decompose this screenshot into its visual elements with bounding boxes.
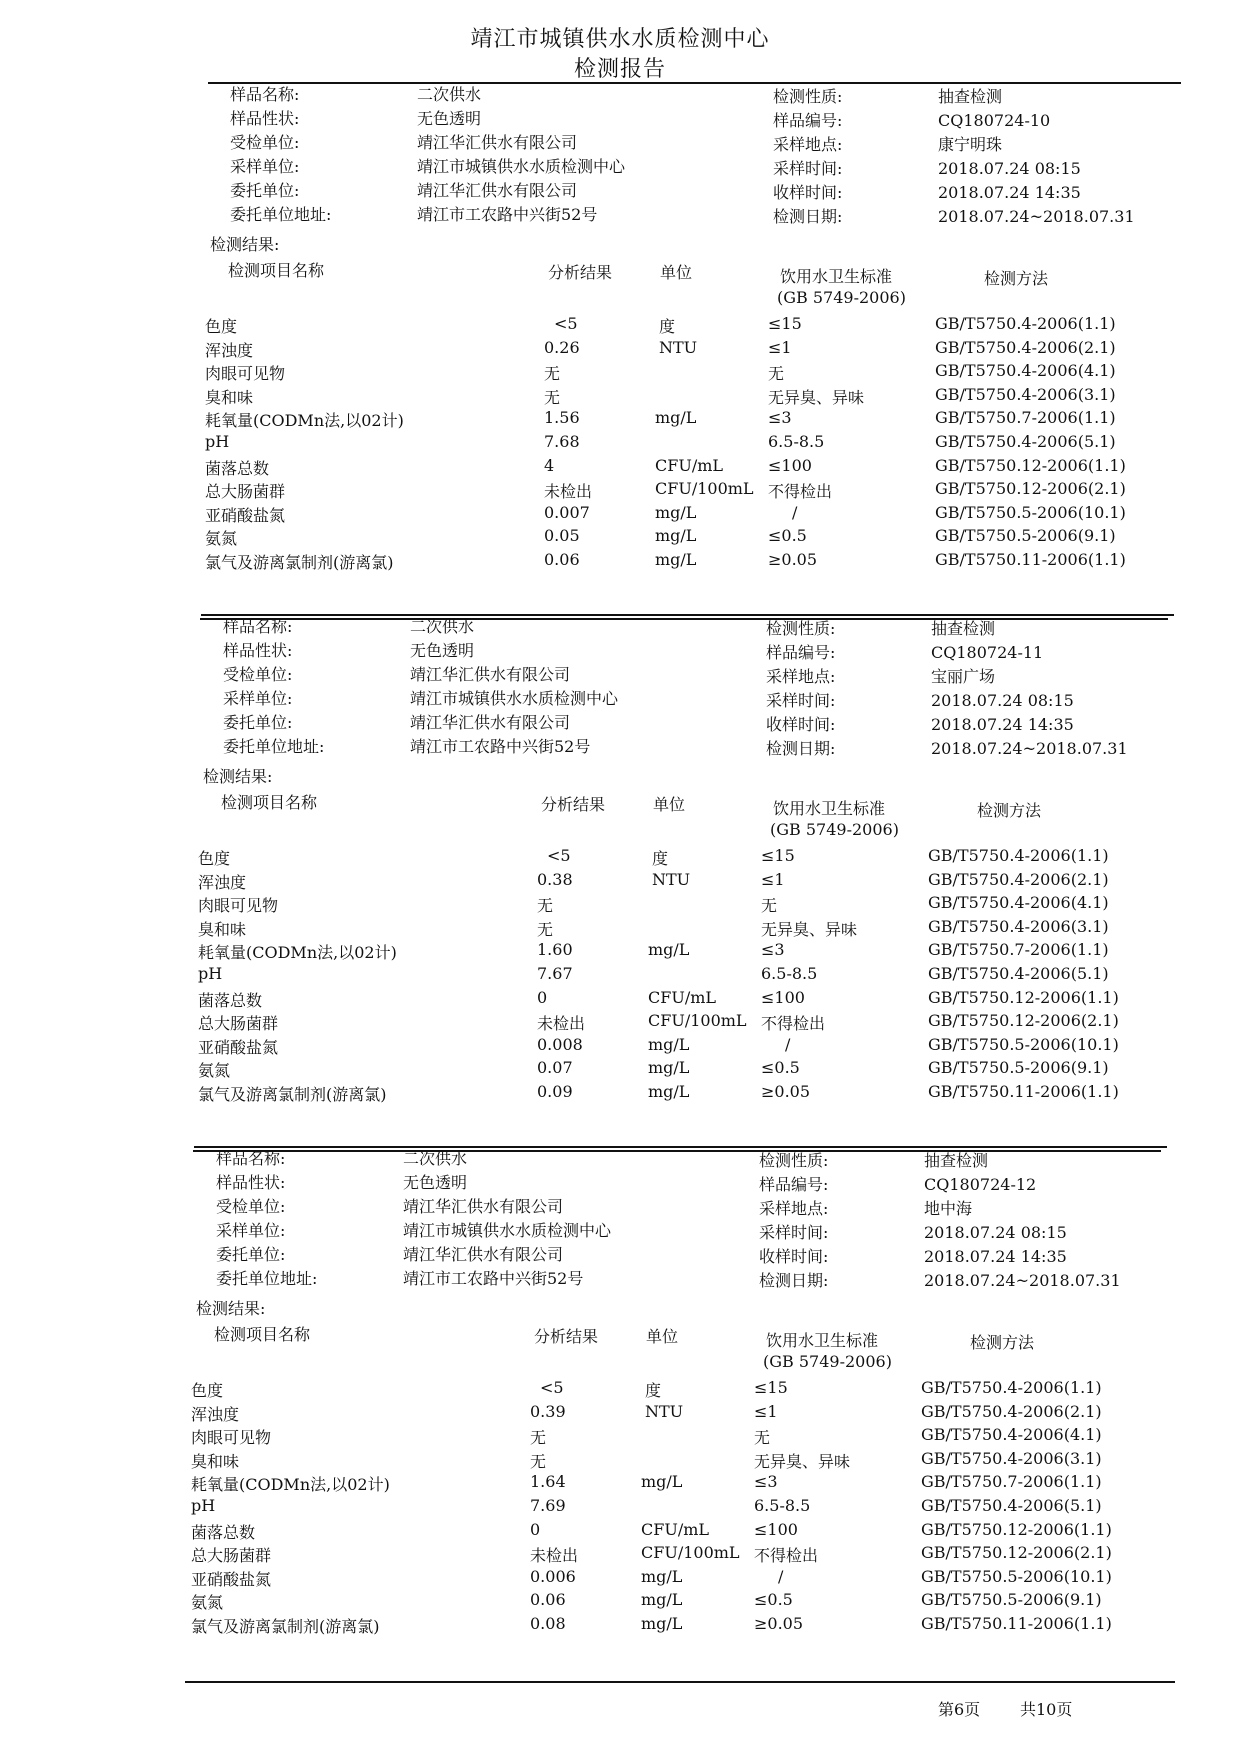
- item-standard: 不得检出: [768, 482, 833, 501]
- col-header-method: 检测方法: [970, 1333, 1035, 1352]
- item-result: <5: [547, 846, 571, 865]
- item-unit: mg/L: [655, 408, 697, 427]
- item-standard: ≤100: [761, 988, 805, 1007]
- item-name: 氯气及游离氯制剂(游离氯): [191, 1617, 380, 1636]
- results-label: 检测结果:: [203, 767, 273, 786]
- item-name: 总大肠菌群: [191, 1546, 272, 1565]
- meta-value-client: 靖江华汇供水有限公司: [417, 181, 578, 200]
- col-header-result: 分析结果: [548, 263, 613, 282]
- meta-value-sampling-time: 2018.07.24 08:15: [924, 1223, 1067, 1242]
- item-name: 肉眼可见物: [205, 364, 286, 383]
- meta-label-sample-name: 样品名称:: [230, 85, 300, 104]
- item-result: 未检出: [544, 482, 593, 501]
- item-name: 氨氮: [205, 529, 238, 548]
- col-header-standard-ref: (GB 5749-2006): [763, 1352, 892, 1371]
- meta-label-receive-time: 收样时间:: [766, 715, 836, 734]
- col-header-result: 分析结果: [541, 795, 606, 814]
- meta-value-sample-state: 无色透明: [403, 1173, 468, 1192]
- item-result: 无: [544, 388, 561, 407]
- item-unit: mg/L: [648, 1058, 690, 1077]
- meta-value-test-nature: 抽查检测: [938, 87, 1003, 106]
- meta-label-test-date: 检测日期:: [773, 207, 843, 226]
- item-standard: 6.5-8.5: [761, 964, 818, 983]
- item-name: pH: [205, 432, 230, 451]
- item-standard: ≤3: [768, 408, 792, 427]
- item-standard: /: [792, 503, 798, 522]
- table-row: [0, 1472, 1240, 1498]
- meta-value-sampling-site: 地中海: [924, 1199, 973, 1218]
- item-result: <5: [554, 314, 578, 333]
- meta-value-sample-name: 二次供水: [410, 617, 475, 636]
- item-name: 氯气及游离氯制剂(游离氯): [198, 1085, 387, 1104]
- item-standard: 不得检出: [754, 1546, 819, 1565]
- item-method: GB/T5750.5-2006(9.1): [921, 1590, 1102, 1609]
- item-unit: CFU/100mL: [648, 1011, 747, 1030]
- meta-label-sample-name: 样品名称:: [216, 1149, 286, 1168]
- item-name: 浑浊度: [205, 341, 254, 360]
- item-unit: 度: [659, 317, 676, 336]
- item-method: GB/T5750.4-2006(1.1): [928, 846, 1109, 865]
- meta-value-sampling-unit: 靖江市城镇供水水质检测中心: [410, 689, 619, 708]
- item-name: 总大肠菌群: [205, 482, 286, 501]
- meta-value-sample-state: 无色透明: [410, 641, 475, 660]
- item-name: 色度: [205, 317, 238, 336]
- item-unit: mg/L: [641, 1590, 683, 1609]
- meta-value-client: 靖江华汇供水有限公司: [410, 713, 571, 732]
- item-unit: mg/L: [641, 1567, 683, 1586]
- report-org-title: 靖江市城镇供水水质检测中心: [470, 27, 770, 52]
- item-name: 耗氧量(CODMn法,以02计): [198, 943, 397, 962]
- item-unit: mg/L: [648, 1082, 690, 1101]
- item-result: 0.08: [530, 1614, 566, 1633]
- meta-label-test-nature: 检测性质:: [759, 1151, 829, 1170]
- meta-label-sampling-unit: 采样单位:: [216, 1221, 286, 1240]
- item-name: 耗氧量(CODMn法,以02计): [205, 411, 404, 430]
- item-method: GB/T5750.4-2006(2.1): [935, 338, 1116, 357]
- meta-label-inspected-unit: 受检单位:: [216, 1197, 286, 1216]
- col-header-standard-ref: (GB 5749-2006): [777, 288, 906, 307]
- item-unit: mg/L: [655, 526, 697, 545]
- meta-value-receive-time: 2018.07.24 14:35: [924, 1247, 1067, 1266]
- meta-label-client: 委托单位:: [223, 713, 293, 732]
- meta-label-receive-time: 收样时间:: [759, 1247, 829, 1266]
- table-row: [0, 314, 1240, 340]
- table-row: [0, 964, 1240, 990]
- item-name: 亚硝酸盐氮: [205, 506, 286, 525]
- sample-section: [0, 82, 1240, 622]
- meta-value-sampling-site: 宝丽广场: [931, 667, 996, 686]
- item-result: 0.006: [530, 1567, 576, 1586]
- item-unit: mg/L: [641, 1472, 683, 1491]
- meta-label-test-date: 检测日期:: [766, 739, 836, 758]
- table-row: [0, 846, 1240, 872]
- item-name: pH: [198, 964, 223, 983]
- section-top-rule: [201, 614, 1174, 616]
- item-result: 1.56: [544, 408, 580, 427]
- item-method: GB/T5750.4-2006(3.1): [935, 385, 1116, 404]
- item-result: 0.05: [544, 526, 580, 545]
- item-standard: ≤0.5: [761, 1058, 800, 1077]
- item-method: GB/T5750.11-2006(1.1): [928, 1082, 1119, 1101]
- meta-label-inspected-unit: 受检单位:: [230, 133, 300, 152]
- meta-label-sample-state: 样品性状:: [223, 641, 293, 660]
- item-unit: mg/L: [655, 550, 697, 569]
- item-standard: ≤3: [754, 1472, 778, 1491]
- item-name: 臭和味: [198, 920, 247, 939]
- item-standard: ≤1: [768, 338, 792, 357]
- meta-value-client-address: 靖江市工农路中兴街52号: [417, 205, 598, 224]
- item-result: 无: [537, 920, 554, 939]
- item-result: 4: [544, 456, 555, 475]
- sample-section: [0, 1146, 1240, 1686]
- item-standard: ≥0.05: [761, 1082, 811, 1101]
- item-result: 0.07: [537, 1058, 573, 1077]
- item-result: 7.68: [544, 432, 580, 451]
- item-result: 无: [530, 1452, 547, 1471]
- item-result: 0: [537, 988, 548, 1007]
- item-unit: CFU/100mL: [655, 479, 754, 498]
- item-result: 0.007: [544, 503, 590, 522]
- item-standard: 不得检出: [761, 1014, 826, 1033]
- item-method: GB/T5750.7-2006(1.1): [928, 940, 1109, 959]
- meta-label-sample-state: 样品性状:: [216, 1173, 286, 1192]
- meta-label-client: 委托单位:: [216, 1245, 286, 1264]
- item-method: GB/T5750.5-2006(10.1): [921, 1567, 1112, 1586]
- item-method: GB/T5750.7-2006(1.1): [935, 408, 1116, 427]
- item-result: 无: [544, 364, 561, 383]
- item-name: 氨氮: [198, 1061, 231, 1080]
- meta-value-sampling-unit: 靖江市城镇供水水质检测中心: [403, 1221, 612, 1240]
- item-method: GB/T5750.4-2006(5.1): [921, 1496, 1102, 1515]
- item-result: <5: [540, 1378, 564, 1397]
- item-method: GB/T5750.4-2006(2.1): [921, 1402, 1102, 1421]
- meta-label-receive-time: 收样时间:: [773, 183, 843, 202]
- meta-value-sample-name: 二次供水: [417, 85, 482, 104]
- report-title: 检测报告: [573, 57, 666, 82]
- meta-value-sample-no: CQ180724-11: [931, 643, 1044, 662]
- item-result: 0.38: [537, 870, 573, 889]
- item-result: 0.06: [544, 550, 580, 569]
- item-method: GB/T5750.4-2006(1.1): [935, 314, 1116, 333]
- item-unit: mg/L: [648, 940, 690, 959]
- item-method: GB/T5750.4-2006(1.1): [921, 1378, 1102, 1397]
- meta-label-sample-name: 样品名称:: [223, 617, 293, 636]
- item-unit: CFU/100mL: [641, 1543, 740, 1562]
- page-total: 共10页: [1020, 1700, 1073, 1719]
- table-row: [0, 940, 1240, 966]
- meta-label-sampling-unit: 采样单位:: [230, 157, 300, 176]
- item-name: 肉眼可见物: [198, 896, 279, 915]
- item-method: GB/T5750.5-2006(10.1): [935, 503, 1126, 522]
- col-header-standard-ref: (GB 5749-2006): [770, 820, 899, 839]
- item-unit: 度: [645, 1381, 662, 1400]
- meta-value-client-address: 靖江市工农路中兴街52号: [410, 737, 591, 756]
- table-row: [0, 1543, 1240, 1569]
- item-method: GB/T5750.12-2006(1.1): [928, 988, 1119, 1007]
- item-unit: mg/L: [641, 1614, 683, 1633]
- meta-label-test-nature: 检测性质:: [766, 619, 836, 638]
- table-row: [0, 1614, 1240, 1640]
- meta-value-sampling-time: 2018.07.24 08:15: [938, 159, 1081, 178]
- meta-label-inspected-unit: 受检单位:: [223, 665, 293, 684]
- table-row: [0, 1590, 1240, 1616]
- item-unit: NTU: [659, 338, 698, 357]
- item-method: GB/T5750.5-2006(10.1): [928, 1035, 1119, 1054]
- item-method: GB/T5750.11-2006(1.1): [935, 550, 1126, 569]
- meta-label-sampling-unit: 采样单位:: [223, 689, 293, 708]
- item-standard: ≤100: [754, 1520, 798, 1539]
- meta-value-test-nature: 抽查检测: [924, 1151, 989, 1170]
- col-header-item: 检测项目名称: [214, 1325, 311, 1344]
- item-unit: CFU/mL: [655, 456, 724, 475]
- col-header-standard: 饮用水卫生标准: [780, 267, 893, 286]
- item-standard: ≤15: [768, 314, 802, 333]
- meta-value-sample-state: 无色透明: [417, 109, 482, 128]
- item-result: 未检出: [530, 1546, 579, 1565]
- item-unit: mg/L: [648, 1035, 690, 1054]
- item-method: GB/T5750.12-2006(1.1): [935, 456, 1126, 475]
- col-header-item: 检测项目名称: [221, 793, 318, 812]
- meta-label-sampling-site: 采样地点:: [766, 667, 836, 686]
- meta-label-client-address: 委托单位地址:: [230, 205, 332, 224]
- item-result: 0.008: [537, 1035, 583, 1054]
- meta-label-sample-state: 样品性状:: [230, 109, 300, 128]
- meta-label-sampling-time: 采样时间:: [759, 1223, 829, 1242]
- meta-value-test-nature: 抽查检测: [931, 619, 996, 638]
- col-header-standard: 饮用水卫生标准: [766, 1331, 879, 1350]
- col-header-unit: 单位: [653, 795, 686, 814]
- meta-label-sampling-site: 采样地点:: [773, 135, 843, 154]
- col-header-result: 分析结果: [534, 1327, 599, 1346]
- item-result: 0.09: [537, 1082, 573, 1101]
- section-top-rule: [194, 1146, 1167, 1148]
- item-name: 臭和味: [205, 388, 254, 407]
- item-method: GB/T5750.11-2006(1.1): [921, 1614, 1112, 1633]
- item-standard: ≤0.5: [754, 1590, 793, 1609]
- item-standard: ≤1: [754, 1402, 778, 1421]
- col-header-unit: 单位: [660, 263, 693, 282]
- item-standard: 无: [768, 364, 785, 383]
- meta-label-client: 委托单位:: [230, 181, 300, 200]
- table-row: [0, 479, 1240, 505]
- meta-value-sample-no: CQ180724-10: [938, 111, 1051, 130]
- page-number: 第6页: [938, 1700, 981, 1719]
- item-unit: CFU/mL: [641, 1520, 710, 1539]
- table-row: [0, 361, 1240, 387]
- meta-label-test-nature: 检测性质:: [773, 87, 843, 106]
- item-method: GB/T5750.4-2006(3.1): [928, 917, 1109, 936]
- table-row: [0, 526, 1240, 552]
- table-row: [0, 1058, 1240, 1084]
- table-row: [0, 1378, 1240, 1404]
- meta-value-client-address: 靖江市工农路中兴街52号: [403, 1269, 584, 1288]
- item-name: 色度: [198, 849, 231, 868]
- item-standard: 无异臭、异味: [754, 1452, 851, 1471]
- results-label: 检测结果:: [196, 1299, 266, 1318]
- section-top-rule: [208, 82, 1181, 84]
- meta-label-test-date: 检测日期:: [759, 1271, 829, 1290]
- item-method: GB/T5750.12-2006(2.1): [921, 1543, 1112, 1562]
- meta-value-test-date: 2018.07.24~2018.07.31: [924, 1271, 1121, 1290]
- meta-value-test-date: 2018.07.24~2018.07.31: [931, 739, 1128, 758]
- meta-label-sampling-site: 采样地点:: [759, 1199, 829, 1218]
- meta-label-sampling-time: 采样时间:: [773, 159, 843, 178]
- item-method: GB/T5750.4-2006(4.1): [921, 1425, 1102, 1444]
- item-name: 菌落总数: [205, 459, 270, 478]
- item-name: 氯气及游离氯制剂(游离氯): [205, 553, 394, 572]
- item-standard: 6.5-8.5: [754, 1496, 811, 1515]
- item-result: 1.60: [537, 940, 573, 959]
- table-row: [0, 408, 1240, 434]
- item-standard: 无异臭、异味: [761, 920, 858, 939]
- item-unit: NTU: [645, 1402, 684, 1421]
- item-unit: NTU: [652, 870, 691, 889]
- item-standard: 无: [754, 1428, 771, 1447]
- item-result: 0: [530, 1520, 541, 1539]
- item-result: 无: [537, 896, 554, 915]
- item-method: GB/T5750.4-2006(3.1): [921, 1449, 1102, 1468]
- meta-label-sample-no: 样品编号:: [766, 643, 836, 662]
- item-name: 亚硝酸盐氮: [191, 1570, 272, 1589]
- item-standard: ≤3: [761, 940, 785, 959]
- item-result: 7.69: [530, 1496, 566, 1515]
- meta-value-sampling-site: 康宁明珠: [938, 135, 1003, 154]
- meta-value-sampling-time: 2018.07.24 08:15: [931, 691, 1074, 710]
- item-result: 0.39: [530, 1402, 566, 1421]
- table-row: [0, 1496, 1240, 1522]
- sample-section: [0, 614, 1240, 1154]
- item-result: 0.26: [544, 338, 580, 357]
- item-standard: ≤100: [768, 456, 812, 475]
- footer-rule: [185, 1681, 1175, 1683]
- col-header-unit: 单位: [646, 1327, 679, 1346]
- item-method: GB/T5750.4-2006(4.1): [935, 361, 1116, 380]
- item-standard: ≤0.5: [768, 526, 807, 545]
- item-method: GB/T5750.4-2006(5.1): [928, 964, 1109, 983]
- col-header-method: 检测方法: [977, 801, 1042, 820]
- meta-value-sample-name: 二次供水: [403, 1149, 468, 1168]
- item-method: GB/T5750.4-2006(5.1): [935, 432, 1116, 451]
- item-method: GB/T5750.7-2006(1.1): [921, 1472, 1102, 1491]
- results-label: 检测结果:: [210, 235, 280, 254]
- item-name: 耗氧量(CODMn法,以02计): [191, 1475, 390, 1494]
- meta-label-client-address: 委托单位地址:: [216, 1269, 318, 1288]
- meta-label-sampling-time: 采样时间:: [766, 691, 836, 710]
- item-standard: ≥0.05: [768, 550, 818, 569]
- item-standard: /: [785, 1035, 791, 1054]
- item-name: 浑浊度: [191, 1405, 240, 1424]
- item-name: pH: [191, 1496, 216, 1515]
- item-result: 0.06: [530, 1590, 566, 1609]
- item-unit: 度: [652, 849, 669, 868]
- item-name: 臭和味: [191, 1452, 240, 1471]
- item-method: GB/T5750.5-2006(9.1): [928, 1058, 1109, 1077]
- meta-label-sample-no: 样品编号:: [759, 1175, 829, 1194]
- meta-value-inspected-unit: 靖江华汇供水有限公司: [417, 133, 578, 152]
- item-name: 亚硝酸盐氮: [198, 1038, 279, 1057]
- item-standard: /: [778, 1567, 784, 1586]
- table-row: [0, 432, 1240, 458]
- item-standard: 无异臭、异味: [768, 388, 865, 407]
- item-unit: CFU/mL: [648, 988, 717, 1007]
- item-standard: ≥0.05: [754, 1614, 804, 1633]
- item-method: GB/T5750.12-2006(1.1): [921, 1520, 1112, 1539]
- meta-value-sampling-unit: 靖江市城镇供水水质检测中心: [417, 157, 626, 176]
- item-result: 未检出: [537, 1014, 586, 1033]
- table-row: [0, 1082, 1240, 1108]
- meta-label-client-address: 委托单位地址:: [223, 737, 325, 756]
- item-result: 7.67: [537, 964, 573, 983]
- item-method: GB/T5750.12-2006(2.1): [935, 479, 1126, 498]
- item-method: GB/T5750.4-2006(4.1): [928, 893, 1109, 912]
- item-name: 菌落总数: [198, 991, 263, 1010]
- item-result: 1.64: [530, 1472, 566, 1491]
- meta-value-receive-time: 2018.07.24 14:35: [931, 715, 1074, 734]
- meta-value-inspected-unit: 靖江华汇供水有限公司: [403, 1197, 564, 1216]
- table-row: [0, 550, 1240, 576]
- item-method: GB/T5750.5-2006(9.1): [935, 526, 1116, 545]
- col-header-standard: 饮用水卫生标准: [773, 799, 886, 818]
- item-result: 无: [530, 1428, 547, 1447]
- table-row: [0, 1425, 1240, 1451]
- col-header-method: 检测方法: [984, 269, 1049, 288]
- item-name: 色度: [191, 1381, 224, 1400]
- meta-label-sample-no: 样品编号:: [773, 111, 843, 130]
- table-row: [0, 893, 1240, 919]
- item-method: GB/T5750.12-2006(2.1): [928, 1011, 1119, 1030]
- item-name: 肉眼可见物: [191, 1428, 272, 1447]
- meta-value-receive-time: 2018.07.24 14:35: [938, 183, 1081, 202]
- item-name: 菌落总数: [191, 1523, 256, 1542]
- table-row: [0, 1011, 1240, 1037]
- item-name: 氨氮: [191, 1593, 224, 1612]
- item-standard: 无: [761, 896, 778, 915]
- meta-value-test-date: 2018.07.24~2018.07.31: [938, 207, 1135, 226]
- item-standard: ≤15: [754, 1378, 788, 1397]
- item-name: 总大肠菌群: [198, 1014, 279, 1033]
- item-name: 浑浊度: [198, 873, 247, 892]
- item-method: GB/T5750.4-2006(2.1): [928, 870, 1109, 889]
- item-standard: 6.5-8.5: [768, 432, 825, 451]
- meta-value-inspected-unit: 靖江华汇供水有限公司: [410, 665, 571, 684]
- item-standard: ≤1: [761, 870, 785, 889]
- item-unit: mg/L: [655, 503, 697, 522]
- meta-value-client: 靖江华汇供水有限公司: [403, 1245, 564, 1264]
- item-standard: ≤15: [761, 846, 795, 865]
- meta-value-sample-no: CQ180724-12: [924, 1175, 1037, 1194]
- col-header-item: 检测项目名称: [228, 261, 325, 280]
